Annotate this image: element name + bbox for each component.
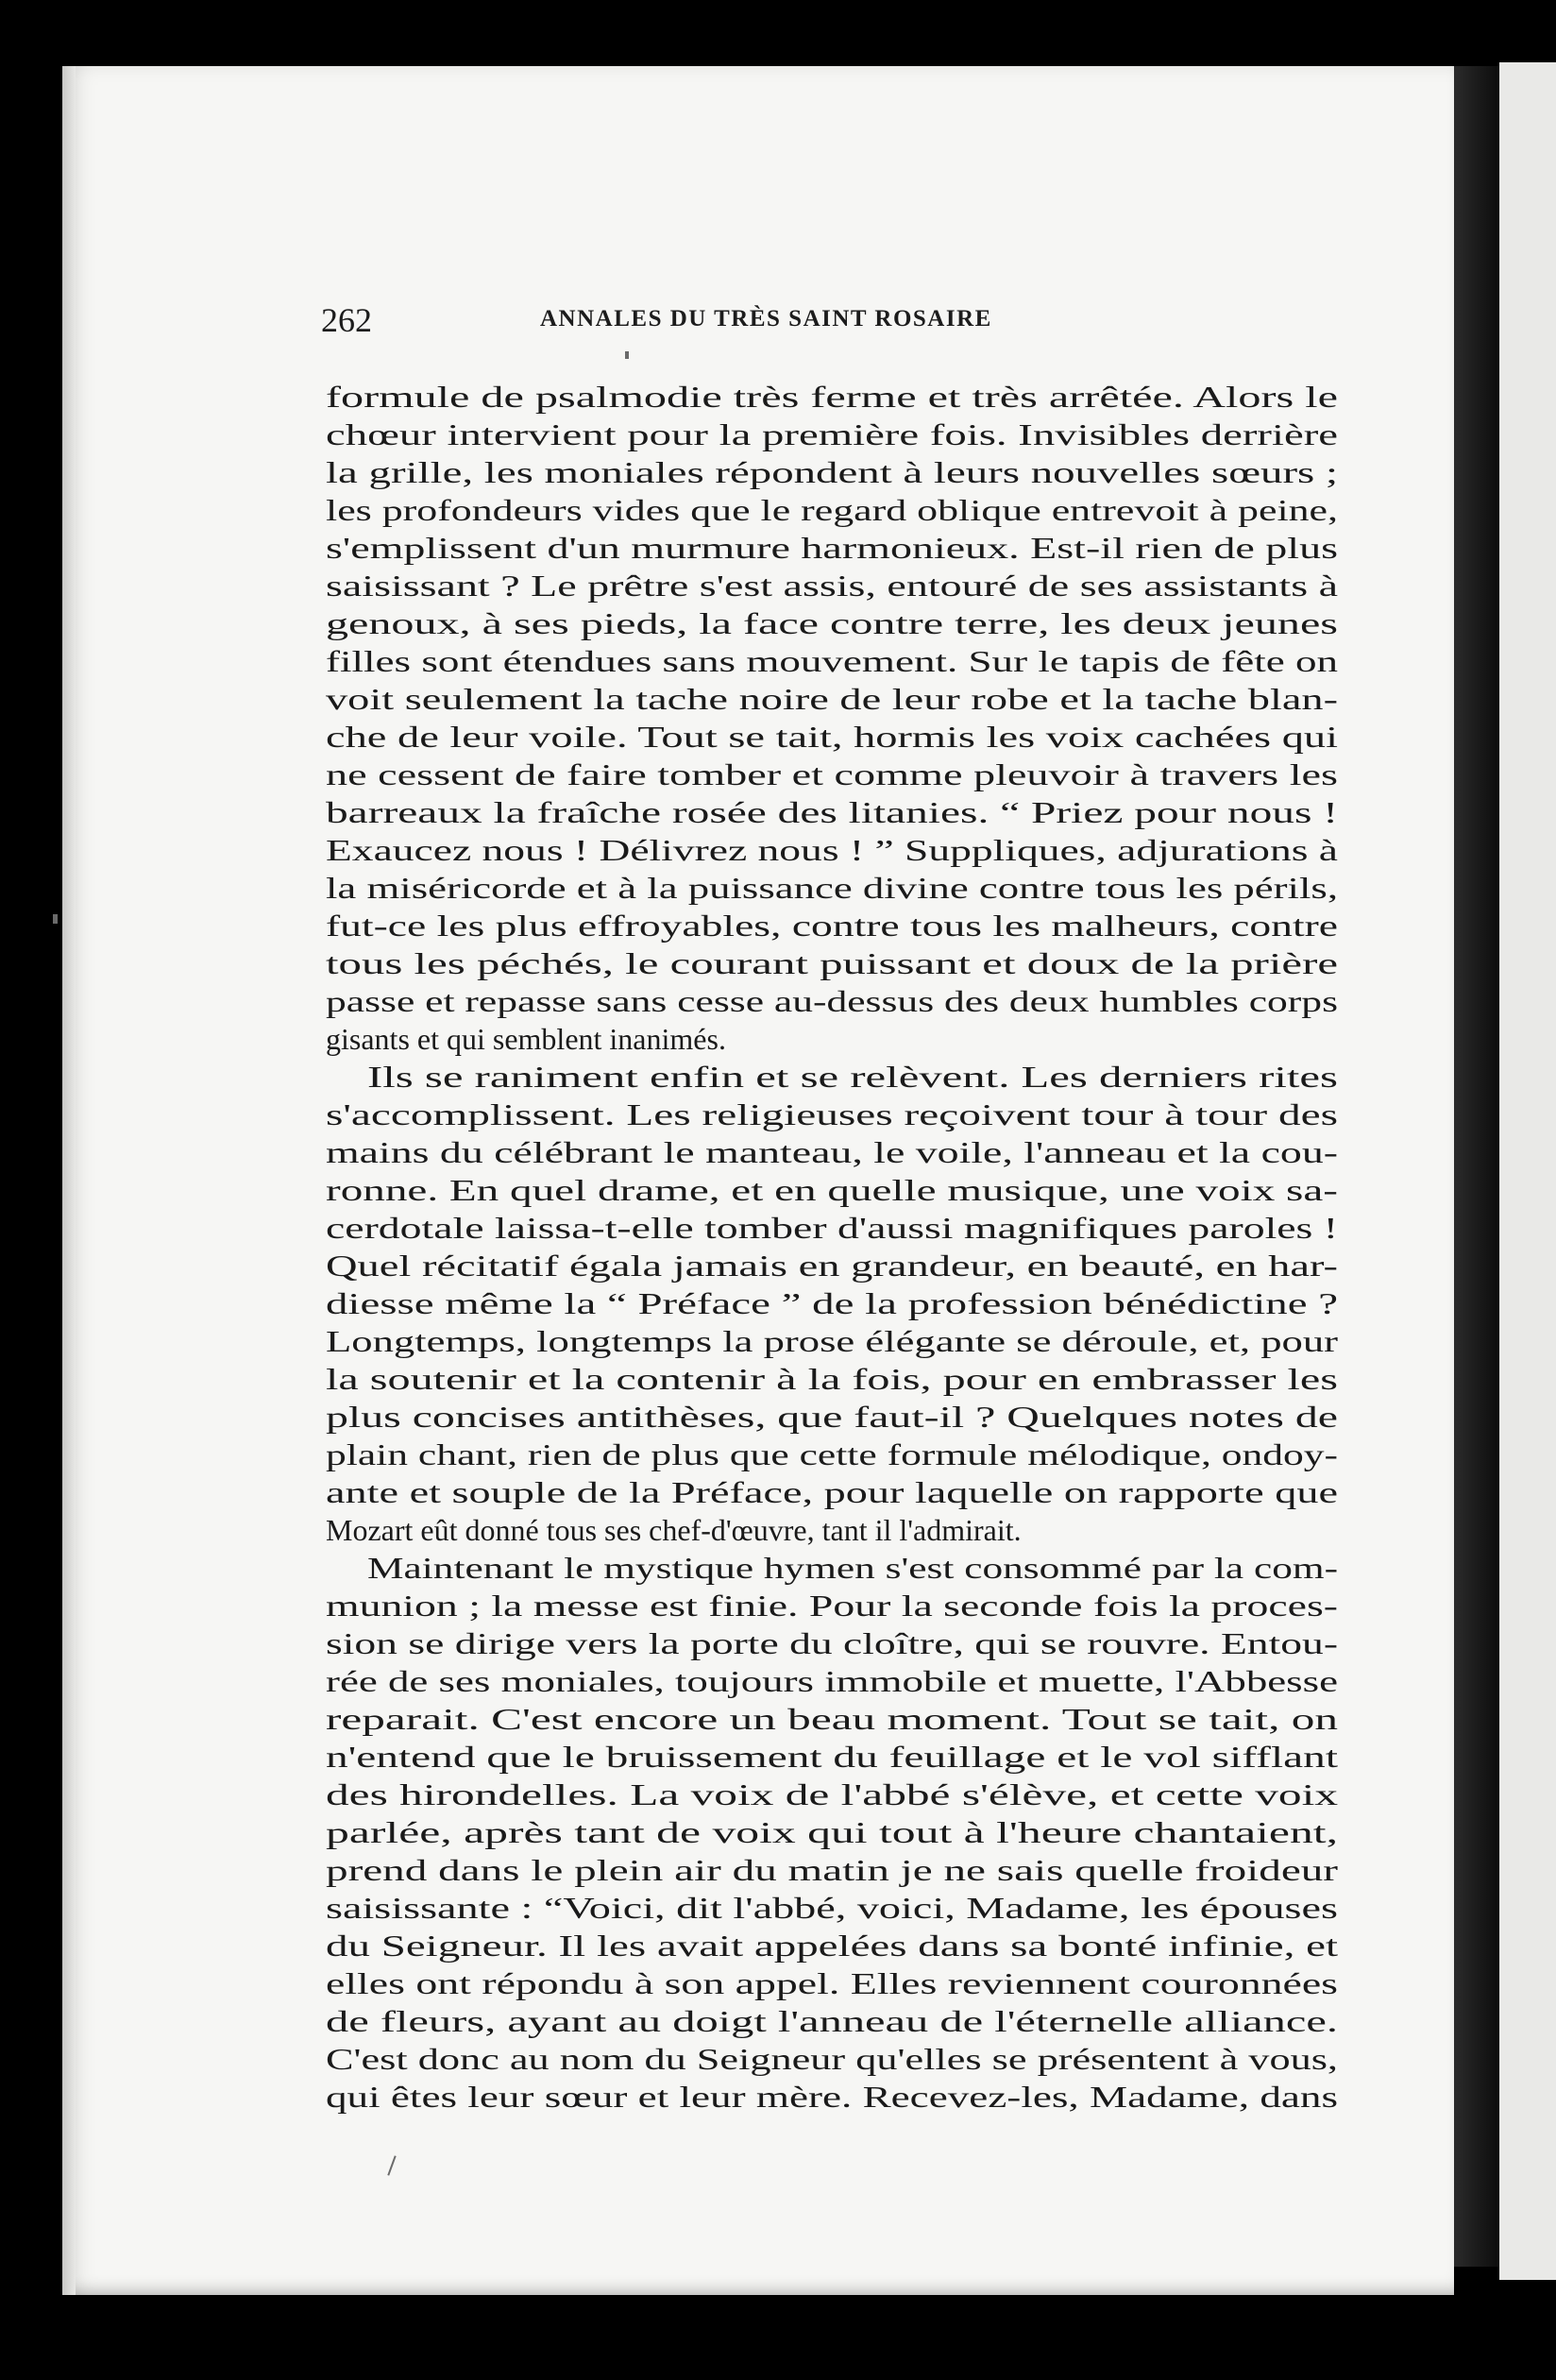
text-line: rée de ses moniales, toujours immobile et muette, l'Abbesse [326, 1664, 1338, 1698]
text-line: mains du célébrant le manteau, le voile, l'anneau et la cou- [326, 1135, 1338, 1169]
text-line: C'est donc au nom du Seigneur qu'elles se présentent à vous, [326, 2042, 1338, 2076]
scan-speck [53, 914, 58, 924]
text-line: reparait. C'est encore un beau moment. Tout se tait, on [326, 1702, 1338, 1736]
page-gutter-shadow [1454, 66, 1499, 2267]
text-line: plain chant, rien de plus que cette formule mélodique, ondoy- [326, 1437, 1338, 1471]
text-line: la soutenir et la contenir à la fois, pour en embrasser les [326, 1362, 1338, 1396]
text-line: saisissant ? Le prêtre s'est assis, entouré de ses assistants à [326, 569, 1338, 603]
text-line: cerdotale laissa-t-elle tomber d'aussi magnifiques paroles ! [326, 1211, 1338, 1245]
text-line: de fleurs, ayant au doigt l'anneau de l'éternelle alliance. [326, 2004, 1338, 2038]
page-number: 262 [321, 301, 372, 339]
text-line: parlée, après tant de voix qui tout à l'heure chantaient, [326, 1815, 1338, 1849]
running-title: ANNALES DU TRÈS SAINT ROSAIRE [540, 306, 992, 332]
text-line: Quel récitatif égala jamais en grandeur, en beauté, en har- [326, 1249, 1338, 1283]
text-line: ante et souple de la Préface, pour laquelle on rapporte que [326, 1475, 1338, 1509]
text-line: la miséricorde et à la puissance divine contre tous les périls, [326, 871, 1338, 905]
text-line: ne cessent de faire tomber et comme pleuvoir à travers les [326, 757, 1338, 791]
text-line: plus concises antithèses, que faut-il ? Quelques notes de [326, 1400, 1338, 1434]
text-line: tous les péchés, le courant puissant et doux de la prière [326, 946, 1338, 980]
text-line: s'accomplissent. Les religieuses reçoivent tour à tour des [326, 1097, 1338, 1131]
text-line: fut-ce les plus effroyables, contre tous les malheurs, contre [326, 909, 1338, 943]
text-line: ronne. En quel drame, et en quelle musique, une voix sa- [326, 1173, 1338, 1207]
text-line: Ils se raniment enfin et se relèvent. Les derniers rites [367, 1060, 1338, 1094]
text-line: Exaucez nous ! Délivrez nous ! ” Suppliques, adjurations à [326, 833, 1338, 867]
text-line: barreaux la fraîche rosée des litanies. “ Priez pour nous ! [326, 795, 1338, 829]
text-line: la grille, les moniales répondent à leurs nouvelles sœurs ; [326, 455, 1338, 489]
text-line: gisants et qui semblent inanimés. [326, 1022, 726, 1056]
text-line: n'entend que le bruissement du feuillage et le vol sifflant [326, 1740, 1338, 1774]
text-line: sion se dirige vers la porte du cloître, qui se rouvre. Entou- [326, 1626, 1338, 1660]
scan-speck [625, 351, 629, 359]
text-line: munion ; la messe est finie. Pour la seconde fois la proces- [326, 1589, 1338, 1623]
page-left-edge [62, 66, 76, 2295]
text-line: formule de psalmodie très ferme et très arrêtée. Alors le [326, 380, 1338, 414]
text-line: Longtemps, longtemps la prose élégante se déroule, et, pour [326, 1324, 1338, 1358]
text-line: s'emplissent d'un murmure harmonieux. Est-il rien de plus [326, 531, 1338, 565]
adjacent-page-edge [1499, 62, 1556, 2280]
text-line: genoux, à ses pieds, la face contre terre, les deux jeunes [326, 606, 1338, 640]
text-line: elles ont répondu à son appel. Elles reviennent couronnées [326, 1966, 1338, 2000]
text-line: du Seigneur. Il les avait appelées dans sa bonté infinie, et [326, 1929, 1338, 1963]
text-line: voit seulement la tache noire de leur robe et la tache blan- [326, 682, 1338, 716]
text-line: Mozart eût donné tous ses chef-d'œuvre, tant il l'admirait. [326, 1513, 1022, 1547]
text-line: prend dans le plein air du matin je ne sais quelle froideur [326, 1853, 1338, 1887]
text-line: diesse même la “ Préface ” de la profession bénédictine ? [326, 1286, 1338, 1320]
running-head [321, 300, 1360, 344]
text-line: des hirondelles. La voix de l'abbé s'élève, et cette voix [326, 1777, 1338, 1811]
text-line: chœur intervient pour la première fois. Invisibles derrière [326, 417, 1338, 451]
body-text [326, 378, 1338, 2116]
text-line: filles sont étendues sans mouvement. Sur le tapis de fête on [326, 644, 1338, 678]
text-line: Maintenant le mystique hymen s'est consommé par la com- [367, 1551, 1338, 1585]
text-line: qui êtes leur sœur et leur mère. Recevez-les, Madame, dans [326, 2080, 1338, 2114]
text-line: saisissante : “Voici, dit l'abbé, voici, Madame, les épouses [326, 1891, 1338, 1925]
text-line: les profondeurs vides que le regard oblique entrevoit à peine, [326, 493, 1338, 527]
text-line: passe et repasse sans cesse au-dessus des deux humbles corps [326, 984, 1338, 1018]
text-line: che de leur voile. Tout se tait, hormis les voix cachées qui [326, 720, 1338, 754]
